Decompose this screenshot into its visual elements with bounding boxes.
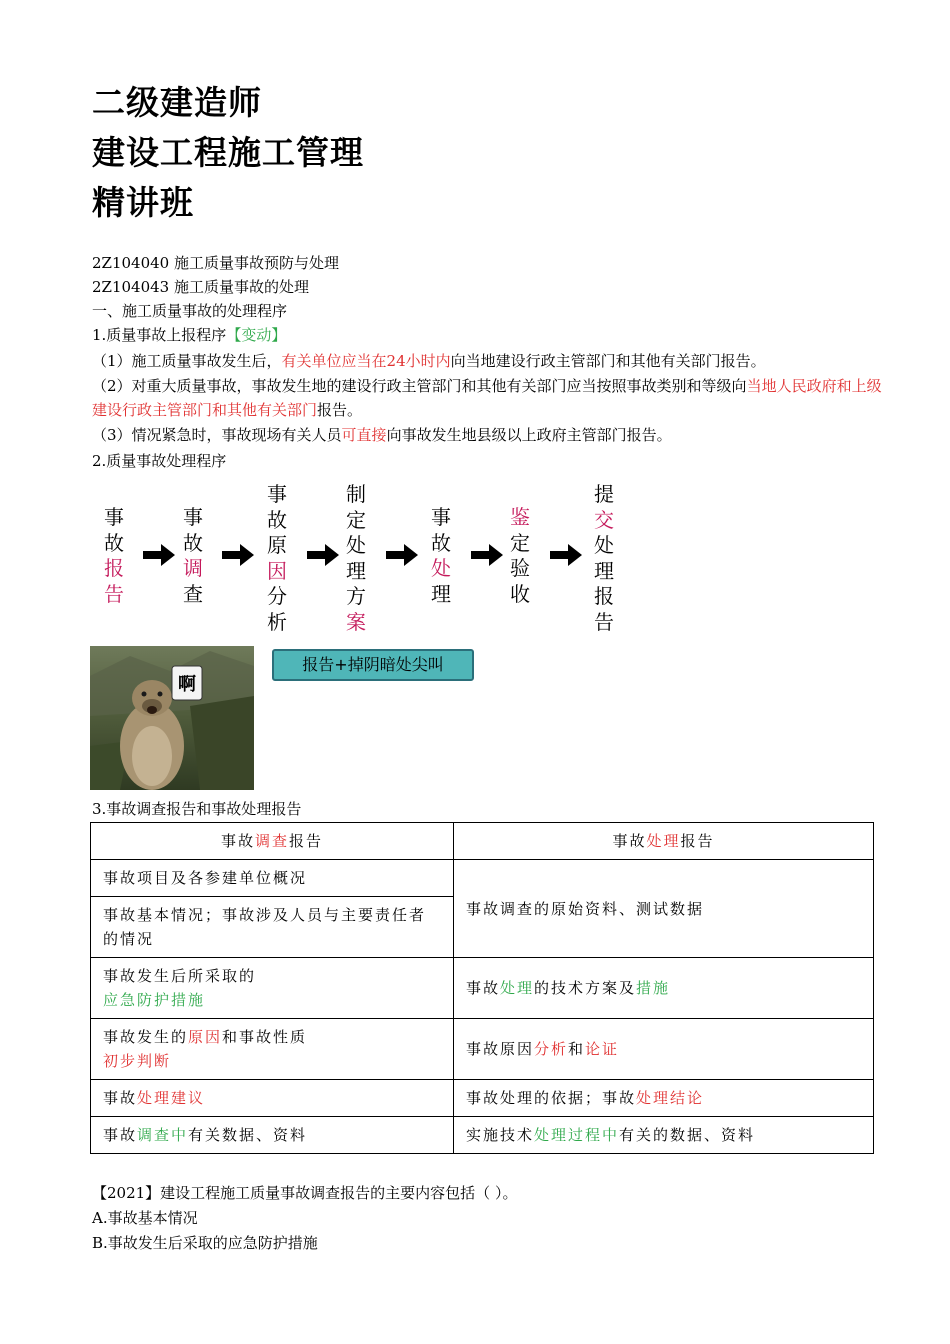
p2-highlight: 当地人民政府和上级建设行政主管部门和其他有关部门 [92, 377, 882, 419]
flow-step-char: 原 [267, 533, 287, 557]
flow-step-char: 案 [346, 609, 366, 634]
flow-step-4 [343, 482, 369, 635]
marmot-photo [90, 646, 254, 790]
p1-highlight: 有关单位应当在24小时内 [281, 352, 451, 370]
table-row [91, 860, 874, 897]
flow-step-7 [591, 482, 617, 635]
arrow-right-icon [550, 544, 582, 566]
table-cell: 实施技术处理过程中有关的数据、资料 [454, 1117, 874, 1154]
table-row [91, 1080, 874, 1117]
table-cell: 事故处理的依据；事故处理结论 [454, 1080, 874, 1117]
section-heading: 一、施工质量事故的处理程序 [92, 302, 288, 320]
p2-text-c: 报告。 [317, 401, 363, 419]
table-cell: 事故调查的原始资料、测试数据 [454, 860, 874, 958]
flow-step-char: 定 [510, 530, 530, 555]
option-a: A.事故基本情况 [92, 1209, 198, 1227]
flow-step-char: 故 [431, 530, 451, 555]
table-cell: 事故调查中有关数据、资料 [91, 1117, 454, 1154]
flow-step-6 [507, 505, 533, 607]
doc-title-line-2: 建设工程施工管理 [92, 133, 364, 172]
flow-step-char: 因 [267, 558, 287, 583]
item-1-tag: 【变动】 [226, 326, 287, 344]
arrow-right-icon [386, 544, 418, 566]
flow-step-char: 事 [183, 505, 203, 529]
p1-text-c: 向当地建设行政主管部门和其他有关部门报告。 [450, 352, 766, 370]
flow-step-char: 交 [594, 507, 614, 532]
table-cell: 事故处理建议 [91, 1080, 454, 1117]
flow-step-char: 收 [510, 581, 530, 606]
flow-step-char: 理 [346, 558, 366, 583]
table-cell: 事故发生后所采取的 应急防护措施 [91, 958, 454, 1019]
doc-title-line-1: 二级建造师 [92, 83, 262, 122]
paragraph-1 [92, 350, 766, 372]
arrow-right-icon [143, 544, 175, 566]
flow-step-char: 析 [267, 609, 287, 634]
flow-step-char: 事 [431, 505, 451, 529]
flow-step-char: 处 [594, 533, 614, 557]
arrow-right-icon [471, 544, 503, 566]
flow-step-char: 处 [431, 556, 451, 580]
photo-caption: 啊 [178, 674, 196, 695]
table-cell: 事故发生的原因和事故性质 初步判断 [91, 1019, 454, 1080]
flow-step-char: 定 [346, 507, 366, 532]
arrow-right-icon [222, 544, 254, 566]
item-2-heading: 2.质量事故处理程序 [92, 452, 227, 470]
flow-step-5 [428, 505, 454, 607]
arrow-right-icon [307, 544, 339, 566]
mnemonic-box: 报告+掉阴暗处尖叫 [272, 649, 474, 681]
table-row [91, 1019, 874, 1080]
flow-step-char: 事 [104, 505, 124, 529]
flow-step-char: 查 [183, 581, 203, 606]
flow-step-char: 提 [594, 482, 614, 506]
option-b: B.事故发生后采取的应急防护措施 [92, 1234, 318, 1252]
paragraph-3 [92, 424, 672, 446]
item-1-heading [92, 324, 286, 346]
table-cell: 事故处理的技术方案及措施 [454, 958, 874, 1019]
table-cell: 事故原因分析和论证 [454, 1019, 874, 1080]
flow-step-char: 故 [104, 530, 124, 555]
header-investigation-report: 事故调查报告 [91, 823, 454, 860]
flow-step-char: 方 [346, 584, 366, 608]
question-stem: 【2021】建设工程施工质量事故调查报告的主要内容包括（ ）。 [92, 1184, 518, 1202]
flow-step-char: 制 [346, 482, 366, 506]
report-comparison-table [90, 822, 874, 1154]
paragraph-2 [92, 374, 892, 422]
flow-step-char: 鉴 [510, 505, 530, 529]
flow-step-char: 告 [594, 609, 614, 634]
p3-text-c: 向事故发生地县级以上政府主管部门报告。 [386, 426, 672, 444]
flow-step-char: 报 [104, 556, 124, 580]
flow-step-2 [180, 505, 206, 607]
flow-step-char: 故 [183, 530, 203, 555]
item-1-prefix: 1.质量事故上报程序 [92, 326, 227, 344]
flow-step-char: 处 [346, 533, 366, 557]
flow-step-char: 验 [510, 556, 530, 580]
header-handling-report: 事故处理报告 [454, 823, 874, 860]
item-3-heading: 3.事故调查报告和事故处理报告 [92, 800, 302, 818]
flow-step-char: 分 [267, 584, 287, 608]
table-header-row [91, 823, 874, 860]
p2-text-a: （2）对重大质量事故，事故发生地的建设行政主管部门和其他有关部门应当按照事故类别和等级向 [92, 377, 747, 395]
p3-highlight: 可直接 [341, 426, 387, 444]
table-row [91, 1117, 874, 1154]
flow-step-char: 理 [594, 558, 614, 583]
section-code-2: 2Z104043 施工质量事故的处理 [92, 278, 309, 296]
flow-step-1 [101, 505, 127, 607]
flow-step-3 [264, 482, 290, 635]
flow-step-char: 事 [267, 482, 287, 506]
doc-title-line-3: 精讲班 [92, 183, 194, 222]
table-row [91, 958, 874, 1019]
p1-text-a: （1）施工质量事故发生后， [92, 352, 282, 370]
table-cell: 事故项目及各参建单位概况 [91, 860, 454, 897]
flow-step-char: 故 [267, 507, 287, 532]
p3-text-a: （3）情况紧急时，事故现场有关人员 [92, 426, 342, 444]
flow-step-char: 理 [431, 581, 451, 606]
flow-step-char: 报 [594, 584, 614, 608]
flow-step-char: 告 [104, 581, 124, 606]
section-code-1: 2Z104040 施工质量事故预防与处理 [92, 254, 339, 272]
flow-step-char: 调 [183, 556, 203, 580]
table-cell: 事故基本情况；事故涉及人员与主要责任者的情况 [91, 897, 454, 958]
